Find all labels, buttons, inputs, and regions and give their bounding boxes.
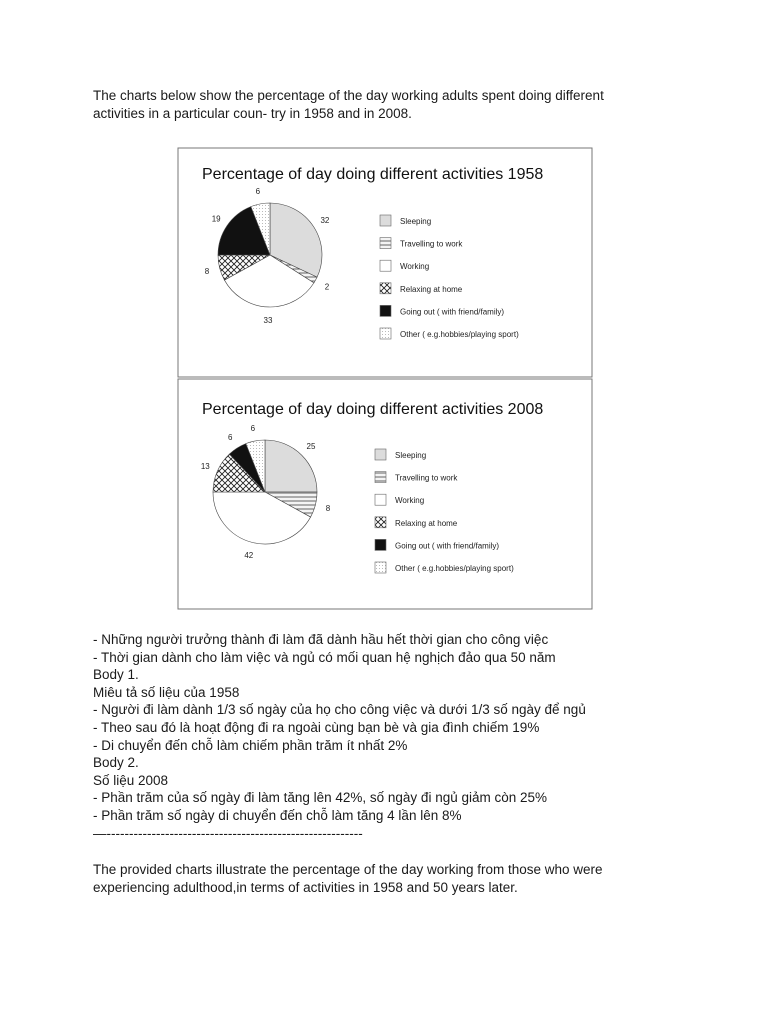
note-line: - Di chuyển đến chỗ làm chiếm phần trăm ít nhất 2% xyxy=(93,737,408,753)
legend-label: Other ( e.g.hobbies/playing sport) xyxy=(395,564,514,573)
note-line: - Thời gian dành cho làm việc và ngủ có mối quan hệ nghịch đảo qua 50 năm xyxy=(93,649,556,665)
pie-data-label: 19 xyxy=(211,214,221,224)
legend-label: Working xyxy=(395,496,425,506)
legend-label: Sleeping xyxy=(395,451,427,460)
legend-label: Travelling to work xyxy=(400,239,463,249)
pie-data-label: 42 xyxy=(244,551,254,560)
pie-data-label: 25 xyxy=(306,442,316,451)
legend-swatch xyxy=(380,328,391,339)
note-line: - Những người trưởng thành đi làm đã dành hầu hết thời gian cho công việc xyxy=(93,632,549,647)
note-line: - Phần trăm số ngày di chuyển đến chỗ làm tăng 4 lần lên 8% xyxy=(93,807,462,823)
legend-label: Relaxing at home xyxy=(400,284,463,294)
pie-data-label: 2 xyxy=(324,282,330,292)
body-1-heading: Body 1. xyxy=(93,667,139,683)
intro-paragraph: The charts below show the percentage of the day working adults spent doing different activities in a particular coun- try in 1958 and in 2008. xyxy=(93,88,604,121)
note-line: - Phần trăm của số ngày đi làm tăng lên 42%, số ngày đi ngủ giảm còn 25% xyxy=(93,790,548,806)
legend-swatch xyxy=(380,283,391,294)
pie-charts-svg xyxy=(177,147,593,610)
chart-2008-panel xyxy=(178,379,592,609)
legend-swatch xyxy=(375,472,386,483)
legend-swatch xyxy=(375,562,386,573)
pie-data-label: 8 xyxy=(325,504,331,514)
legend-label: Relaxing at home xyxy=(395,518,458,528)
legend-swatch xyxy=(380,260,391,271)
pie-data-label: 33 xyxy=(263,316,273,325)
chart-2008-title: Percentage of day doing different activities 2008 xyxy=(202,401,544,418)
pie-data-label: 8 xyxy=(204,267,210,277)
closing-paragraph: The provided charts illustrate the percentage of the day working from those who were experiencing adulthood,in terms of activities in 1958 and 50 years later. xyxy=(93,862,603,895)
chart-1958-title: Percentage of day doing different activities 1958 xyxy=(202,166,544,183)
note-line: Miêu tả số liệu của 1958 xyxy=(93,684,240,700)
pie-data-label: 6 xyxy=(255,187,261,197)
legend-label: Travelling to work xyxy=(395,473,458,483)
legend-swatch xyxy=(380,215,391,226)
legend-label: Going out ( with friend/family) xyxy=(400,307,505,317)
legend-swatch xyxy=(375,517,386,528)
body-2-heading: Body 2. xyxy=(93,755,139,771)
legend-swatch xyxy=(375,449,386,460)
legend-swatch xyxy=(380,305,391,316)
legend-swatch xyxy=(380,238,391,249)
pie-data-label: 6 xyxy=(227,433,233,443)
legend-swatch xyxy=(375,494,386,505)
legend-label: Working xyxy=(400,262,430,272)
pie-charts-figure xyxy=(177,147,593,610)
pie-data-label: 6 xyxy=(250,424,256,434)
note-line: Số liệu 2008 xyxy=(93,772,169,788)
legend-label: Sleeping xyxy=(400,217,432,226)
note-line: - Theo sau đó là hoạt động đi ra ngoài cùng bạn bè và gia đình chiếm 19% xyxy=(93,719,540,735)
chart-1958-panel xyxy=(178,148,592,377)
legend-label: Going out ( with friend/family) xyxy=(395,541,500,551)
notes-block xyxy=(93,631,693,842)
legend-label: Other ( e.g.hobbies/playing sport) xyxy=(400,330,519,339)
pie-data-label: 32 xyxy=(320,216,330,226)
legend-swatch xyxy=(375,539,386,550)
note-line: - Người đi làm dành 1/3 số ngày của họ cho công việc và dưới 1/3 số ngày để ngủ xyxy=(93,702,586,718)
separator-line: —--------------------------------------------------------- xyxy=(93,825,363,841)
pie-data-label: 13 xyxy=(200,462,210,472)
